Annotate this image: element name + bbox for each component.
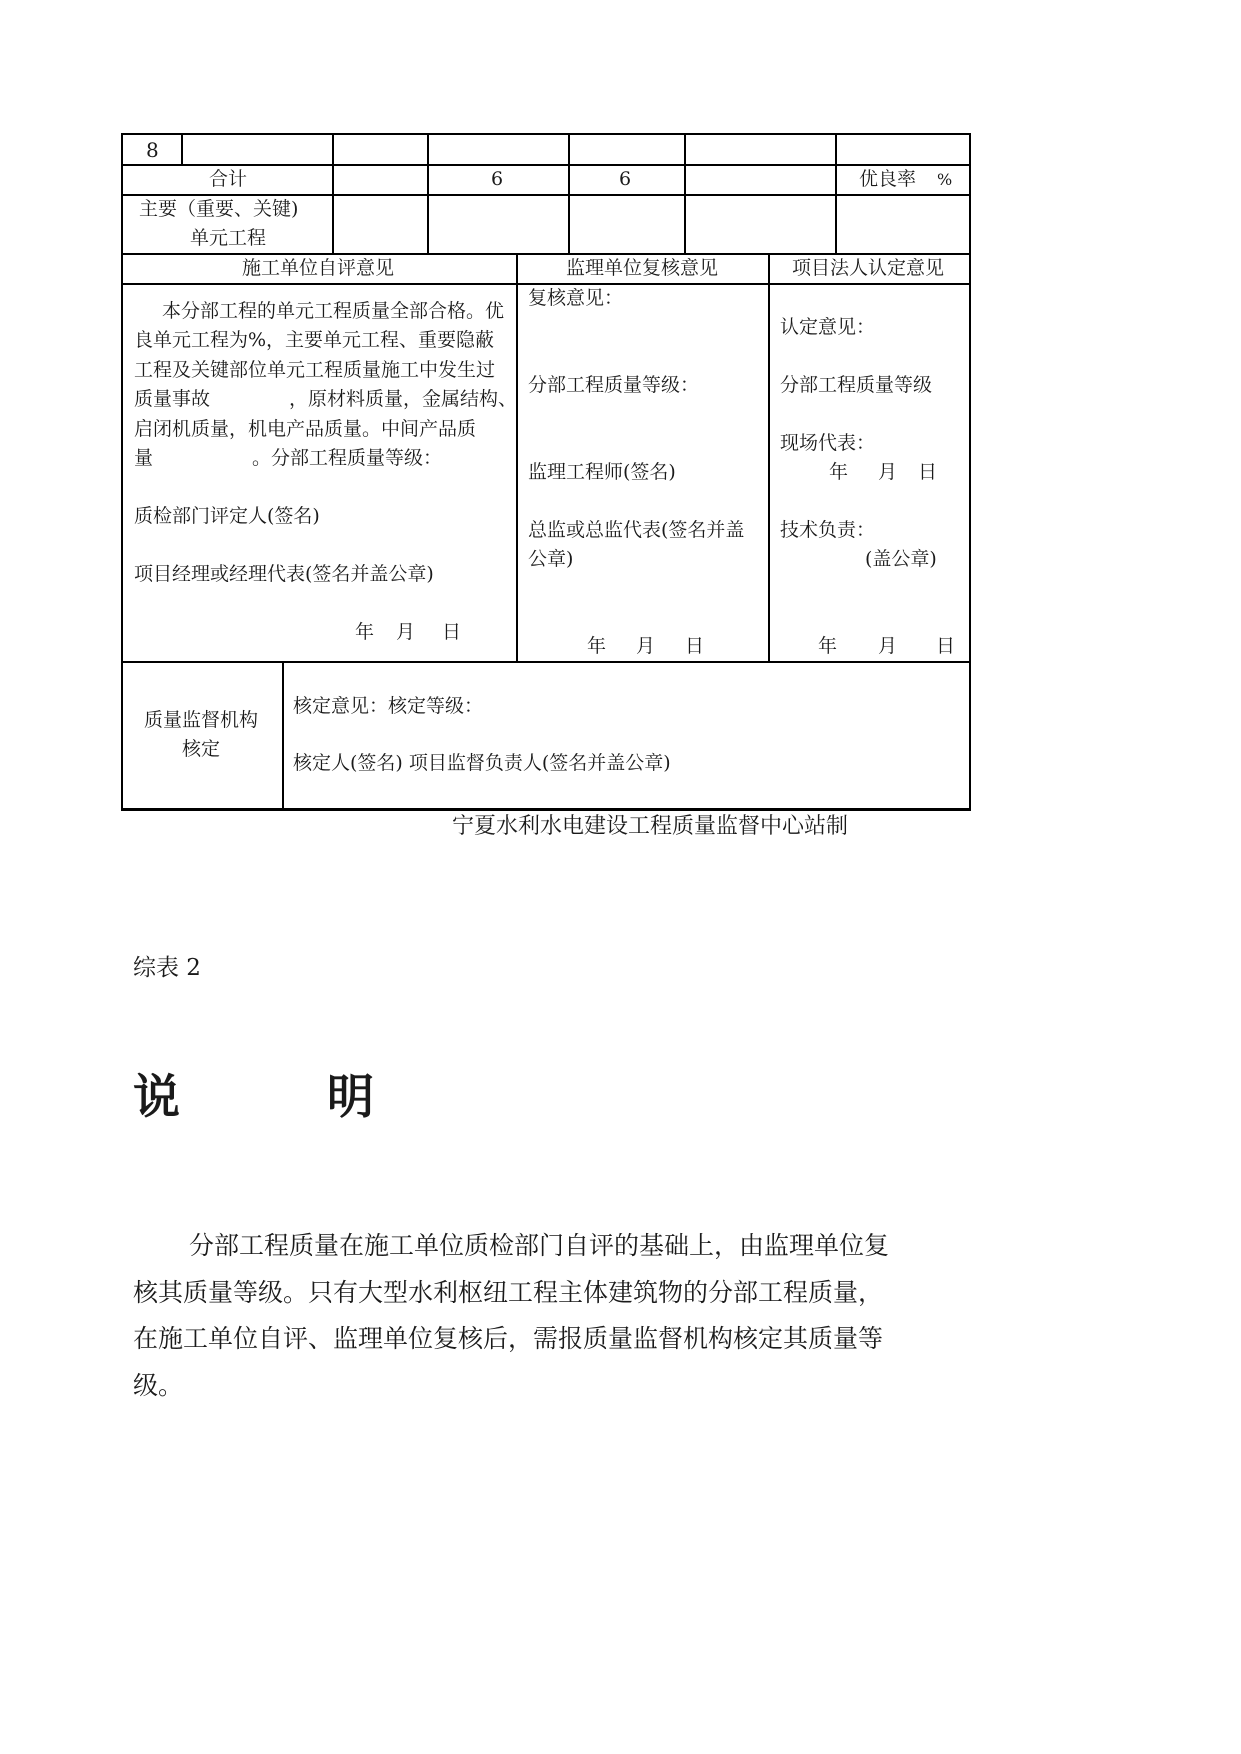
site-representative-label: 现场代表：: [780, 432, 876, 454]
row-line: [121, 283, 971, 285]
contractor-para-line: 启闭机质量，机电产品质量。中间产品质: [134, 418, 477, 440]
quality-supervision-label-line2: 核定: [182, 738, 221, 760]
quality-inspector-signature-label: 质检部门评定人(签名): [134, 505, 320, 527]
contractor-para-line: 工程及关键部位单元工程质量施工中发生过: [134, 359, 496, 381]
contractor-para-line: 质量事故: [134, 388, 211, 410]
section-title-right: 明: [327, 1070, 374, 1125]
contractor-date-year: 年: [355, 621, 375, 643]
row-line: [121, 164, 971, 166]
excellent-rate-label: 优良率: [859, 168, 917, 190]
explanation-line: 核其质量等级。只有大型水利枢纽工程主体建筑物的分部工程质量，: [133, 1278, 884, 1307]
quality-supervision-signers: 核定人(签名) 项目监督负责人(签名并盖公章): [293, 752, 671, 774]
table-bottom-border: [121, 808, 971, 811]
table-right-border: [969, 133, 971, 810]
section-title-left: 说: [133, 1070, 180, 1125]
supervisor-date-year: 年: [587, 635, 607, 657]
owner-date2-day: 日: [936, 635, 956, 657]
col-line: [768, 253, 770, 662]
row-line: [121, 194, 971, 196]
contractor-para-line: 良单元工程为%，主要单元工程、重要隐蔽: [134, 329, 495, 351]
contractor-para-line: 量: [134, 447, 154, 469]
key-unit-label-line1: 主要（重要、关键): [139, 198, 299, 220]
col-line: [516, 253, 518, 662]
owner-date1-year: 年: [829, 461, 849, 483]
contractor-opinion-header: 施工单位自评意见: [242, 257, 395, 279]
explanation-line: 在施工单位自评、监理单位复核后，需报质量监督机构核定其质量等: [133, 1324, 884, 1353]
row-line: [121, 253, 971, 255]
owner-date1-month: 月: [878, 461, 898, 483]
supervising-engineer-signature-label: 监理工程师(签名): [528, 461, 676, 483]
key-unit-label-line2: 单元工程: [190, 227, 267, 249]
row-line: [121, 661, 971, 663]
col-line: [835, 133, 837, 254]
quality-supervision-opinion: 核定意见：核定等级：: [293, 695, 484, 717]
total-label: 合计: [209, 168, 248, 190]
row-index-8: 8: [146, 138, 159, 162]
col-line: [282, 661, 284, 809]
col-line: [427, 133, 429, 254]
project-manager-signature-label: 项目经理或经理代表(签名并盖公章): [134, 563, 434, 585]
total-col4-value: 6: [619, 168, 632, 190]
form-number: 综表 2: [133, 955, 201, 981]
contractor-para-line: ，原材料质量，金属结构、: [289, 388, 518, 410]
chief-supervisor-signature-label-line2: 公章): [528, 548, 574, 570]
owner-date2-year: 年: [818, 635, 838, 657]
quality-supervision-label-line1: 质量监督机构: [144, 709, 259, 731]
technical-lead-label: 技术负责：: [780, 519, 876, 541]
owner-grade-label: 分部工程质量等级: [780, 374, 933, 396]
table-left-border: [121, 133, 123, 810]
contractor-date-day: 日: [442, 621, 462, 643]
owner-opinion-header: 项目法人认定意见: [792, 257, 945, 279]
supervisor-date-month: 月: [636, 635, 656, 657]
owner-date2-month: 月: [878, 635, 898, 657]
owner-seal-label: (盖公章): [865, 548, 937, 570]
explanation-line: 级。: [133, 1371, 184, 1400]
col-line: [332, 133, 334, 254]
chief-supervisor-signature-label-line1: 总监或总监代表(签名并盖: [528, 519, 745, 541]
contractor-date-month: 月: [396, 621, 416, 643]
table-top-border: [121, 133, 971, 135]
supervisor-review-label: 复核意见：: [528, 287, 624, 309]
total-col3-value: 6: [491, 168, 504, 190]
issuing-organization: 宁夏水利水电建设工程质量监督中心站制: [452, 814, 849, 839]
explanation-line: 分部工程质量在施工单位质检部门自评的基础上，由监理单位复: [189, 1231, 890, 1260]
supervisor-opinion-header: 监理单位复核意见: [566, 257, 719, 279]
col-line: [568, 133, 570, 254]
excellent-rate-unit: %: [937, 170, 953, 189]
col-line: [684, 133, 686, 254]
col-line: [181, 133, 183, 165]
contractor-para-line: 本分部工程的单元工程质量全部合格。优: [162, 300, 505, 322]
supervisor-date-day: 日: [685, 635, 705, 657]
owner-opinion-label: 认定意见：: [780, 316, 876, 338]
supervisor-grade-label: 分部工程质量等级：: [528, 374, 700, 396]
owner-date1-day: 日: [918, 461, 938, 483]
contractor-para-line: 。分部工程质量等级：: [252, 447, 443, 469]
